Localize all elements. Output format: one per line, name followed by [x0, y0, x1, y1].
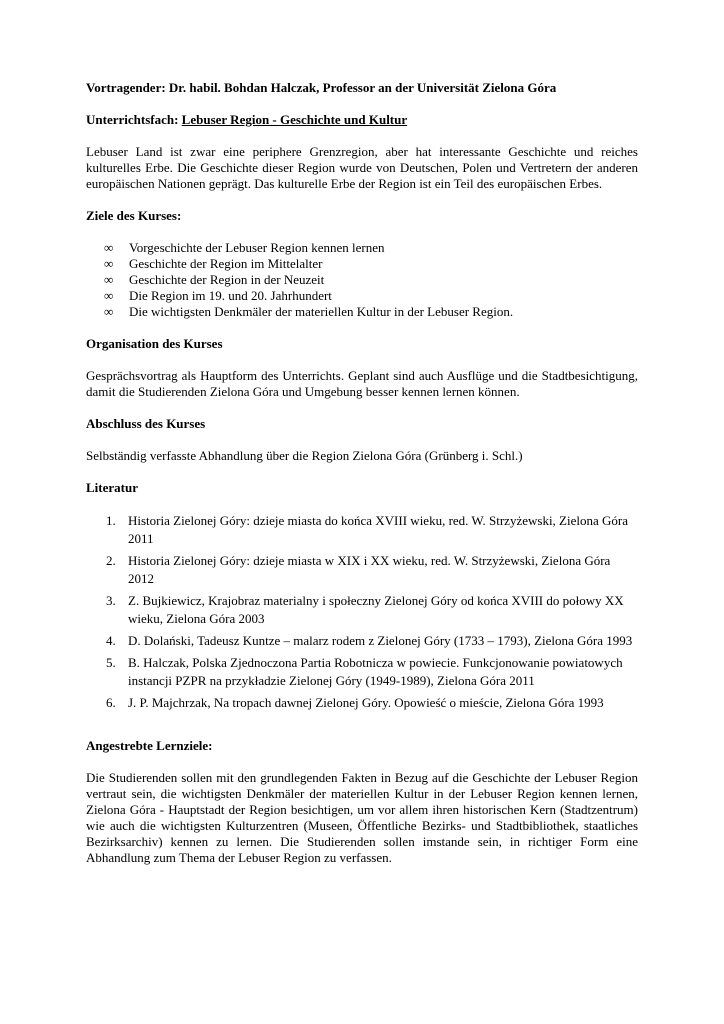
reference-text: B. Halczak, Polska Zjednoczona Partia Robotnicza w powiecie. Funkcjonowanie powiatowych instancji PZPR na przykładzie Zielonej Góry (1949-1989), Zielona Góra 2011: [128, 655, 623, 688]
infinity-bullet-icon: ∞: [104, 272, 114, 287]
reference-text: Historia Zielonej Góry: dzieje miasta do końca XVIII wieku, red. W. Strzyżewski, Zielona Góra 2011: [128, 513, 628, 546]
reference-text: J. P. Majchrzak, Na tropach dawnej Zielonej Góry. Opowieść o mieście, Zielona Góra 1993: [128, 695, 604, 710]
goals-heading: Ziele des Kurses:: [86, 208, 182, 223]
list-item: [106, 632, 638, 650]
list-item: [106, 592, 638, 628]
list-item: [104, 272, 638, 288]
item-number: 2.: [106, 553, 116, 568]
item-number: 4.: [106, 633, 116, 648]
subject-title: Lebuser Region - Geschichte und Kultur: [181, 112, 408, 127]
organisation-heading: Organisation des Kurses: [86, 336, 223, 351]
item-number: 6.: [106, 695, 116, 710]
list-item: [104, 304, 638, 320]
literature-list: [86, 512, 638, 712]
learning-goals-heading: Angestrebte Lernziele:: [86, 738, 213, 753]
reference-text: Z. Bujkiewicz, Krajobraz materialny i społeczny Zielonej Góry od końca XVIII do połowy XX wieku, Zielona Góra 2003: [128, 593, 624, 626]
lecturer-line: Vortragender: Dr. habil. Bohdan Halczak, Professor an der Universität Zielona Góra: [86, 80, 557, 95]
organisation-paragraph: Gesprächsvortrag als Hauptform des Unterrichts. Geplant sind auch Ausflüge und die Stadtbesichtigung, damit die Studierenden Zielona Góra und Umgebung besser kennen lernen können.: [86, 368, 638, 399]
goal-text: Vorgeschichte der Lebuser Region kennen lernen: [129, 240, 385, 255]
list-item: [104, 256, 638, 272]
subject-line: [86, 112, 638, 128]
literature-heading: Literatur: [86, 480, 138, 495]
completion-heading: Abschluss des Kurses: [86, 416, 206, 431]
goal-text: Geschichte der Region im Mittelalter: [129, 256, 323, 271]
infinity-bullet-icon: ∞: [104, 256, 114, 271]
list-item: [106, 552, 638, 588]
item-number: 5.: [106, 655, 116, 670]
infinity-bullet-icon: ∞: [104, 240, 114, 255]
goal-text: Die Region im 19. und 20. Jahrhundert: [129, 288, 332, 303]
learning-goals-paragraph: Die Studierenden sollen mit den grundlegenden Fakten in Bezug auf die Geschichte der Lebuser Region vertraut sein, die wichtigsten Denkmäler der materiellen Kultur in der Lebuser Region kennen lernen, Zielona Góra - Hauptstadt der Region besichtigen, um vor allem ihren historischen Kern (Stadtzentrum) wie auch die wichtigsten Kulturzentren (Museen, Öffentliche Bezirks- und Stadtbibliothek, staatliches Bezirksarchiv) kennen zu lernen. Die Studierenden sollen imstande sein, in richtiger Form eine Abhandlung zum Thema der Lebuser Region zu verfassen.: [86, 770, 638, 865]
reference-text: Historia Zielonej Góry: dzieje miasta w XIX i XX wieku, red. W. Strzyżewski, Zielona Góra 2012: [128, 553, 611, 586]
list-item: [104, 288, 638, 304]
list-item: [106, 654, 638, 690]
list-item: [106, 512, 638, 548]
completion-paragraph: Selbständig verfasste Abhandlung über die Region Zielona Góra (Grünberg i. Schl.): [86, 448, 523, 463]
infinity-bullet-icon: ∞: [104, 304, 114, 319]
item-number: 1.: [106, 513, 116, 528]
subject-label: Unterrichtsfach:: [86, 112, 182, 127]
intro-paragraph: Lebuser Land ist zwar eine periphere Grenzregion, aber hat interessante Geschichte und reiches kulturelles Erbe. Die Geschichte dieser Region wurde von Deutschen, Polen und Vertretern der anderen europäischen Nationen geprägt. Das kulturelle Erbe der Region ist ein Teil des europäischen Erbes.: [86, 144, 638, 191]
infinity-bullet-icon: ∞: [104, 288, 114, 303]
document-page: [86, 80, 638, 866]
goal-text: Die wichtigsten Denkmäler der materiellen Kultur in der Lebuser Region.: [129, 304, 514, 319]
list-item: [106, 694, 638, 712]
item-number: 3.: [106, 593, 116, 608]
list-item: [104, 240, 638, 256]
goal-text: Geschichte der Region in der Neuzeit: [129, 272, 325, 287]
reference-text: D. Dolański, Tadeusz Kuntze – malarz rodem z Zielonej Góry (1733 – 1793), Zielona Góra 1993: [128, 633, 633, 648]
goals-list: [86, 240, 638, 320]
